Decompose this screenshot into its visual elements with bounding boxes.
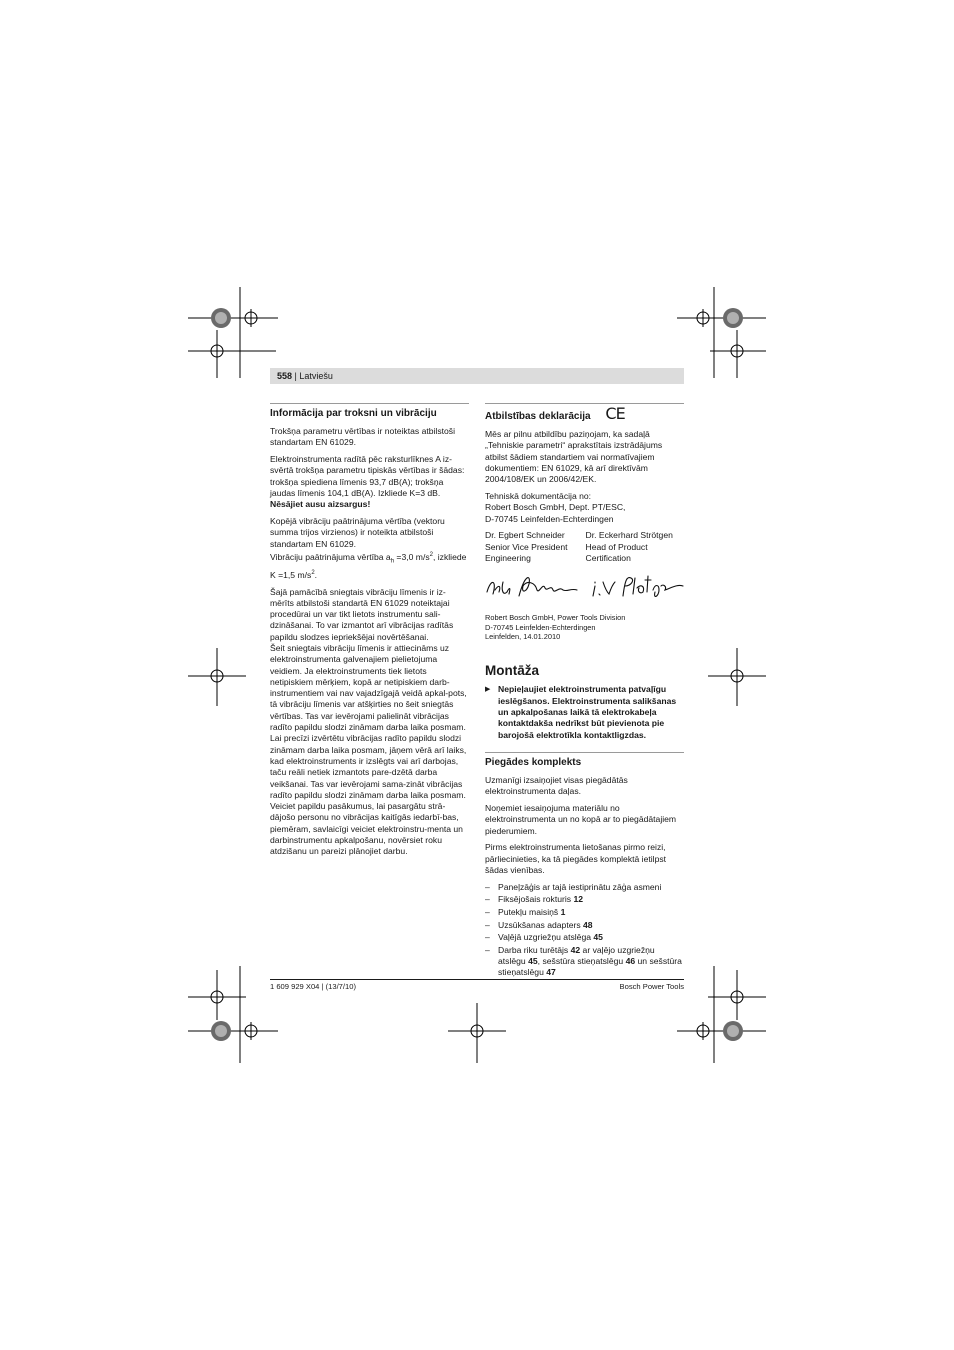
signer-2 <box>585 530 684 564</box>
division-name: Robert Bosch GmbH, Power Tools Division <box>485 613 626 623</box>
section-rule <box>270 403 469 404</box>
delivery-list <box>485 882 684 979</box>
section-rule <box>485 752 684 753</box>
assembly-warning-text: Nepieļaujiet elektroinstrumenta patvaļīgu ieslēgšanos. Elektroinstrumenta salikšanas un apkalpošanas laikā tā elektrokabeļa kontaktdakša nedrīkst būt pievienota pie barojošā elektrotīkla kontaktligzdas. <box>498 684 677 740</box>
signer-1-dept: Engineering <box>485 552 531 563</box>
declaration-paragraph: Mēs ar pilnu atbildību paziņojam, ka sadaļā „Tehniskie parametri“ aprakstītais izstrādājums atbilst šādiem standartiem vai normatīvajiem dokumentiem: EN 61029, kā arī direktīvām 2004/108/EK un 2006/42/EK. <box>485 429 663 485</box>
vibration-evaluation-paragraph: Lai precīzi izvērtētu vibrācijas radīto papildu slodzi zināmam darba laika posmam, jāņem vērā arī laiks, kad elektroinstruments ir izslēgts vai arī darbojas, taču reāli netiek izmantots pare-dzētā darba veikšanai. Tas var ievērojami sama-zināt vibrācijas radīto papildu slodzi zināmam darba laika posmam. <box>270 733 467 800</box>
warning-triangle-icon: ▶ <box>485 686 491 694</box>
assembly-heading: Montāža <box>485 663 539 679</box>
vibration-level-paragraph: Šajā pamācībā sniegtais vibrāciju līmenis ir iz-mērīts atbilstoši standartā EN 61029 noteiktajai procedūrai un var tikt lietots instrumentu sali-dzināšanai. To var izmantot arī vibrācijas radītās papildu slodzes iepriekšējai novērtēšanai. <box>270 586 454 642</box>
vibration-usage-paragraph: Šeit sniegtais vibrāciju līmenis ir attiecināms uz elektroinstrumenta galvenajiem pielietojuma veidiem. Ja elektroinstruments tiek lietots netipiskiem mērķiem, kopā ar netipiskiem darb-instrumentiem vai nav vajadzīgajā veidā apkal-pots, tā vibrāciju līmenis var atšķirties no šeit sniegtās vērtības. Tas var ievērojami palielināt vibrācijas radīto papildu slodzi zināmam darba laika posmam. <box>270 642 467 733</box>
assembly-warning <box>485 684 684 740</box>
delivery-paragraph-3: Pirms elektroinstrumenta lietošanas pirmo reizi, pārliecinieties, ka tā piegādes komplektā ietilpst šādas vienības. <box>485 842 667 876</box>
place-and-date <box>485 613 684 641</box>
declaration-heading <box>485 404 684 423</box>
tech-doc-label: Tehniskā dokumentācija no: <box>485 490 592 501</box>
vib-sub: h <box>390 558 395 565</box>
noise-paragraph: Trokšņa parametru vērtības ir noteiktas atbilstoši standartam EN 61029. <box>270 426 456 448</box>
delivery-heading: Piegādes komplekts <box>485 756 582 768</box>
right-column <box>485 403 684 980</box>
vib-text-c: , izkliede K =1,5 m/s <box>270 551 467 580</box>
left-column <box>270 403 469 858</box>
noise-vibration-heading: Informācija par troksni un vibrāciju <box>270 408 437 419</box>
header-language: Latviešu <box>299 371 333 381</box>
vib-text-d: . <box>314 569 318 580</box>
footer-rule <box>270 979 684 980</box>
list-item: – Vaļējā uzgriežņu atslēga 45 <box>485 932 603 943</box>
signer-2-name: Dr. Eckerhard Strötgen <box>585 530 673 541</box>
vib-text-b: =3,0 m/s <box>394 551 430 562</box>
handwritten-signatures <box>485 570 685 604</box>
section-rule <box>485 403 684 404</box>
list-item: – Uzsūkšanas adapters 48 <box>485 919 593 930</box>
delivery-paragraph-2: Noņemiet iesaiņojuma materiālu no elektroinstrumenta un no kopā ar to piegādātajiem piederumiem. <box>485 803 677 836</box>
list-item: – Darba riku turētājs 42 ar vaļējo uzgriežņu atslēgu 45, sešstūra stieņatslēgu 46 un sešstūra stieņatslēgu 47 <box>485 944 682 978</box>
signer-2-title: Head of Product <box>585 541 648 552</box>
vibration-paragraph: Kopējā vibrāciju paātrinājuma vērtība (vektoru summa trijos virzienos) ir noteikta atbilstoši standartam EN 61029. <box>270 516 445 549</box>
ce-mark: CE <box>605 404 625 423</box>
ear-protection-warning: Nēsājiet ausu aizsargus! <box>270 499 371 510</box>
signer-2-dept: Certification <box>585 552 631 563</box>
vib-text-a: Vibrāciju paātrinājuma vērtība a <box>270 551 391 562</box>
signer-1 <box>485 530 585 564</box>
footer-doc-number: 1 609 929 X04 | (13/7/10) <box>270 982 356 991</box>
delivery-paragraph-1: Uzmanīgi izsaiņojiet visas piegādātās elektroinstrumenta daļas. <box>485 774 628 797</box>
list-item: – Putekļu maisiņš 1 <box>485 907 566 918</box>
header-separator: | <box>294 371 297 381</box>
noise-values-paragraph: Elektroinstrumenta radītā pēc raksturlīknes A iz-svērtā trokšņa parametru tipiskās vērtības ir šādas: trokšņa spiediena līmenis 93,7 dB(A); trokšņa jaudas līmenis 104,1 dB(A). Izkliede K=3 dB. <box>270 454 465 498</box>
list-item: – Fiksējošais rokturis 12 <box>485 894 584 905</box>
tech-doc-company: Robert Bosch GmbH, Dept. PT/ESC, <box>485 502 626 513</box>
place-date: Leinfelden, 14.01.2010 <box>485 632 561 642</box>
division-address: D-70745 Leinfelden-Echterdingen <box>485 622 596 632</box>
list-item: – Paneļzāģis ar tajā iestiprinātu zāģa asmeni <box>485 881 662 892</box>
page-header <box>270 368 684 384</box>
vibration-value-paragraph <box>270 550 469 581</box>
tech-doc-address: D-70745 Leinfelden-Echterdingen <box>485 513 614 524</box>
vib-sup2: 2 <box>311 569 315 576</box>
vibration-measures-paragraph: Veiciet papildu pasākumus, lai pasargātu strā-dājošo personu no vibrācijas kaitīgās iedarbī-bas, piemēram, savlaicīgi veiciet elektroinstru-menta un darbinstrumentu apkalpošanu, novērsiet roku atdzišanu un pareizi plānojiet darbu. <box>270 801 463 857</box>
vib-sup1: 2 <box>429 551 433 558</box>
signers <box>485 530 684 564</box>
declaration-title: Atbilstības deklarācija <box>485 411 591 422</box>
page-number: 558 <box>277 371 293 381</box>
footer-brand: Bosch Power Tools <box>619 982 684 991</box>
signer-1-name: Dr. Egbert Schneider <box>485 530 565 541</box>
signer-1-title: Senior Vice President <box>485 541 568 552</box>
